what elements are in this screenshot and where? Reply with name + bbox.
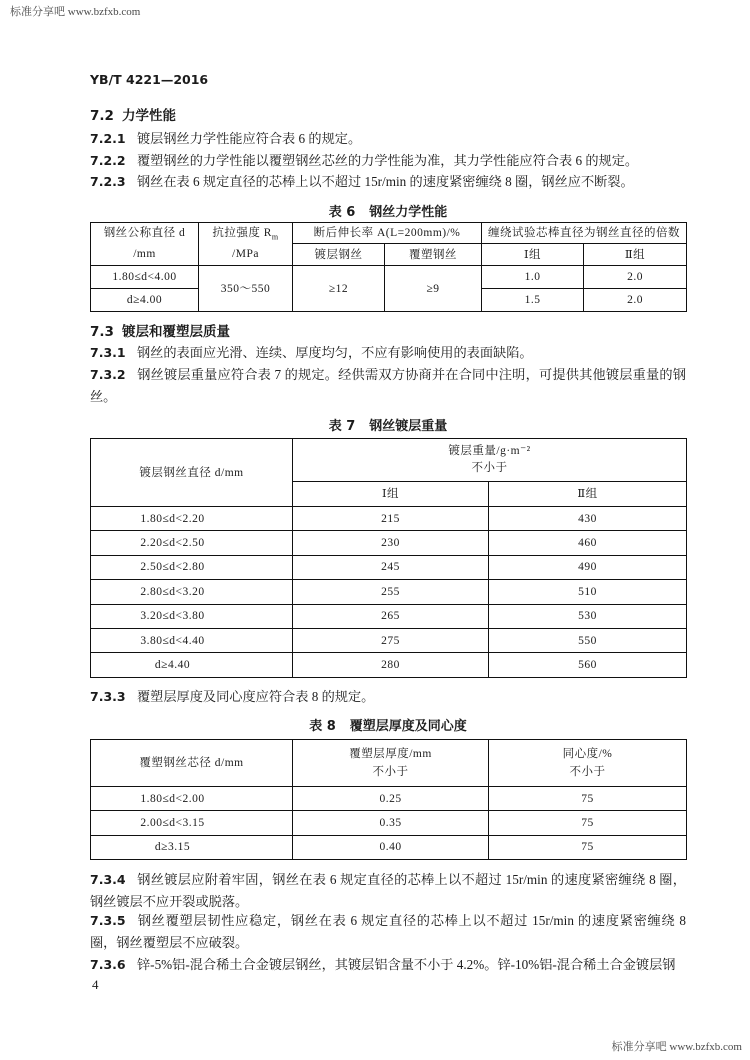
cell-group-1: 1.5 (482, 289, 584, 312)
cell-concentricity: 75 (489, 835, 687, 859)
clause-7-3-2 (90, 364, 686, 408)
cell-group-2: 490 (489, 555, 687, 579)
section-number: 7.3 (90, 324, 114, 340)
clause-number: 7.3.2 (90, 367, 126, 382)
cell-thickness: 0.25 (293, 787, 489, 811)
header-text: 镀层重量/g·m⁻² (448, 445, 531, 457)
header-group-2: Ⅱ组 (489, 482, 687, 507)
table-row (91, 811, 687, 835)
table-row (91, 531, 687, 555)
cell-group-2: 2.0 (584, 289, 687, 312)
page-number: 4 (92, 977, 99, 992)
cell-diameter: 2.80≤d<3.20 (91, 580, 293, 604)
cell-group-1: 230 (293, 531, 489, 555)
header-group-1: Ⅰ组 (482, 244, 584, 266)
clause-text: 钢丝镀层重量应符合表 7 的规定。经供需双方协商并在合同中注明，可提供其他镀层重量的钢丝。 (90, 367, 686, 404)
header-unit: /mm (133, 248, 156, 260)
header-group-1: Ⅰ组 (293, 482, 489, 507)
table-7-caption (90, 418, 686, 436)
cell-elongation-plastic: ≥9 (385, 266, 482, 312)
header-elongation: 断后伸长率 A(L=200mm)/% (293, 223, 482, 244)
header-diameter (91, 223, 199, 266)
clause-text: 钢丝覆塑层韧性应稳定，钢丝在表 6 规定直径的芯棒上以不超过 15r/min 的速度紧密缠绕 8 圈，钢丝覆塑层不应破裂。 (90, 913, 686, 950)
header-core-diameter: 覆塑钢丝芯径 d/mm (91, 740, 293, 787)
table-row (91, 507, 687, 531)
caption-title: 覆塑层厚度及同心度 (349, 719, 467, 734)
cell-concentricity: 75 (489, 811, 687, 835)
table-6-caption (90, 204, 686, 222)
cell-diameter: 1.80≤d<2.00 (91, 787, 293, 811)
cell-thickness: 0.35 (293, 811, 489, 835)
header-group-2: Ⅱ组 (584, 244, 687, 266)
cell-group-2: 430 (489, 507, 687, 531)
watermark-bottom: 标准分享吧 www.bzfxb.com (611, 1041, 742, 1053)
clause-7-3-4 (90, 869, 686, 913)
cell-group-2: 550 (489, 628, 687, 652)
clause-7-2-1 (90, 128, 686, 150)
header-elongation-plastic: 覆塑钢丝 (385, 244, 482, 266)
header-subscript: m (271, 232, 279, 242)
caption-number: 表 6 (328, 205, 356, 220)
clause-number: 7.2.3 (90, 174, 126, 189)
cell-diameter: 3.80≤d<4.40 (91, 628, 293, 652)
doc-code: YB/T 4221—2016 (90, 72, 209, 87)
cell-tensile-strength: 350～550 (199, 266, 293, 312)
caption-number: 表 8 (309, 719, 336, 734)
clause-7-2-3 (90, 171, 686, 193)
section-number: 7.2 (90, 108, 114, 124)
clause-text: 钢丝镀层应附着牢固，钢丝在表 6 规定直径的芯棒上以不超过 15r/min 的速度紧密缠绕 8 圈，钢丝镀层不应开裂或脱落。 (90, 872, 686, 909)
header-winding: 缠绕试验芯棒直径为钢丝直径的倍数 (482, 223, 687, 244)
cell-group-1: 255 (293, 580, 489, 604)
header-text: 覆塑层厚度/mm (349, 748, 432, 760)
clause-number: 7.2.1 (90, 131, 126, 146)
table-8 (90, 739, 687, 860)
table-header-row (91, 740, 687, 787)
header-coating-weight (293, 439, 687, 482)
watermark-top: 标准分享吧 www.bzfxb.com (10, 6, 141, 18)
cell-group-1: 245 (293, 555, 489, 579)
cell-diameter: 2.50≤d<2.80 (91, 555, 293, 579)
table-header-row (91, 223, 687, 244)
header-text: 抗拉强度 R (212, 227, 272, 239)
clause-number: 7.3.5 (90, 913, 126, 928)
cell-diameter: 2.20≤d<2.50 (91, 531, 293, 555)
cell-group-2: 530 (489, 604, 687, 628)
cell-concentricity: 75 (489, 787, 687, 811)
header-elongation-coated: 镀层钢丝 (293, 244, 385, 266)
caption-title: 钢丝力学性能 (369, 205, 448, 220)
table-row (91, 580, 687, 604)
cell-group-1: 1.0 (482, 266, 584, 289)
section-title: 力学性能 (122, 108, 176, 124)
cell-diameter: 3.20≤d<3.80 (91, 604, 293, 628)
table-row (91, 835, 687, 859)
header-tensile-strength (199, 223, 293, 266)
cell-group-2: 460 (489, 531, 687, 555)
table-6 (90, 222, 687, 312)
cell-group-2: 510 (489, 580, 687, 604)
table-row (91, 653, 687, 677)
header-text: 钢丝公称直径 d (103, 227, 186, 239)
clause-7-2-2 (90, 150, 686, 172)
cell-diameter: d≥3.15 (91, 835, 293, 859)
cell-elongation-coated: ≥12 (293, 266, 385, 312)
clause-7-3-5 (90, 910, 686, 954)
cell-group-1: 265 (293, 604, 489, 628)
clause-text: 镀层钢丝力学性能应符合表 6 的规定。 (137, 131, 362, 146)
clause-7-3-3 (90, 686, 686, 708)
header-diameter: 镀层钢丝直径 d/mm (91, 439, 293, 507)
clause-text: 覆塑层厚度及同心度应符合表 8 的规定。 (137, 689, 375, 704)
clause-text: 钢丝在表 6 规定直径的芯棒上以不超过 15r/min 的速度紧密缠绕 8 圈，钢丝应不断裂。 (137, 174, 634, 189)
cell-group-1: 275 (293, 628, 489, 652)
clause-7-3-1 (90, 342, 686, 364)
caption-title: 钢丝镀层重量 (369, 419, 448, 434)
cell-thickness: 0.40 (293, 835, 489, 859)
header-unit: /MPa (232, 248, 259, 260)
cell-diameter: 1.80≤d<4.00 (91, 266, 199, 289)
cell-diameter: 1.80≤d<2.20 (91, 507, 293, 531)
section-7-3-heading (90, 323, 230, 341)
table-row (91, 604, 687, 628)
clause-text: 覆塑钢丝的力学性能以覆塑钢丝芯丝的力学性能为准，其力学性能应符合表 6 的规定。 (137, 153, 639, 168)
table-row (91, 266, 687, 289)
cell-diameter: d≥4.40 (91, 653, 293, 677)
table-row (91, 555, 687, 579)
table-row (91, 628, 687, 652)
clause-text: 钢丝的表面应光滑、连续、厚度均匀，不应有影响使用的表面缺陷。 (137, 345, 533, 360)
header-qualifier: 不小于 (569, 766, 606, 778)
clause-7-3-6 (90, 954, 686, 976)
header-text: 同心度/% (562, 748, 613, 760)
cell-group-1: 280 (293, 653, 489, 677)
section-7-2-heading (90, 107, 176, 125)
table-header-row (91, 439, 687, 482)
header-thickness (293, 740, 489, 787)
table-8-caption (90, 718, 686, 736)
clause-number: 7.3.1 (90, 345, 126, 360)
clause-number: 7.3.3 (90, 689, 126, 704)
table-7 (90, 438, 687, 678)
cell-group-2: 560 (489, 653, 687, 677)
cell-diameter: d≥4.00 (91, 289, 199, 312)
clause-number: 7.2.2 (90, 153, 126, 168)
table-row (91, 787, 687, 811)
cell-group-2: 2.0 (584, 266, 687, 289)
header-qualifier: 不小于 (372, 766, 409, 778)
section-title: 镀层和覆塑层质量 (122, 324, 230, 340)
caption-number: 表 7 (328, 419, 356, 434)
header-qualifier: 不小于 (471, 462, 508, 474)
cell-group-1: 215 (293, 507, 489, 531)
header-concentricity (489, 740, 687, 787)
clause-number: 7.3.6 (90, 957, 126, 972)
clause-number: 7.3.4 (90, 872, 126, 887)
clause-text: 锌-5%铝-混合稀土合金镀层钢丝，其镀层铝含量不小于 4.2%。锌-10%铝-混合稀土合金镀层钢 (137, 957, 676, 972)
cell-diameter: 2.00≤d<3.15 (91, 811, 293, 835)
